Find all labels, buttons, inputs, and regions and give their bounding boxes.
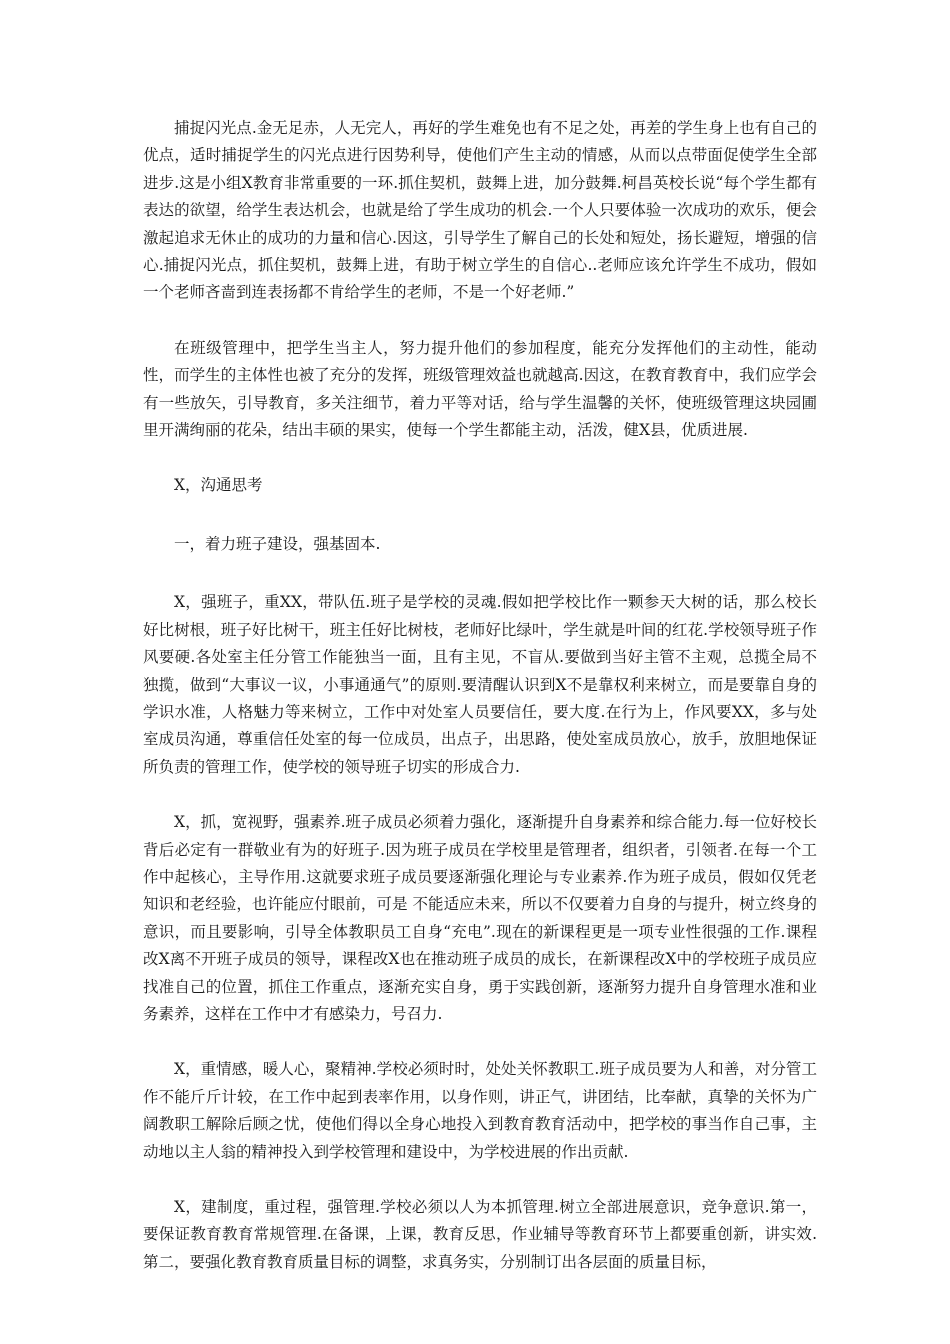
section-heading-communication: X，沟通思考 (174, 476, 263, 495)
paragraph-highlight-capture: 捕捉闪光点.金无足赤，人无完人，再好的学生难免也有不足之处，再差的学生身上也有自己的优点，适时捕捉学生的闪光点进行因势利导，使他们产生主动的情感，从而以点带面促使学生全部进步.这是小组X教育非常重要的一环.抓住契机，鼓舞上进，加分鼓舞.柯昌英校长说“每个学生都有表达的欲望，给学生表达机会，也就是给了学生成功的机会.一个人只要体验一次成功的欢乐，便会激起追求无休止的成功的力量和信心.因这，引导学生了解自己的长处和短处，扬长避短，增强的信心.捕捉闪光点，抓住契机，鼓舞上进，有助于树立学生的自信心..老师应该允许学生不成功，假如一个老师吝啬到连表扬都不肯给学生的老师，不是一个好老师.” (143, 119, 817, 302)
paragraph-emotional-care: X，重情感，暖人心，聚精神.学校必须时时，处处关怀教职工.班子成员要为人和善，对分管工作不能斤斤计较，在工作中起到表率作用，以身作则，讲正气，讲团结，比奉献，真挚的关怀为广阔教职工解除后顾之忧，使他们得以全身心地投入到教育教育活动中，把学校的事当作自己事，主动地以主人翁的精神投入到学校管理和建设中，为学校进展的作出贡献. (143, 1060, 817, 1161)
paragraph-strengthen-team: X，强班子，重XX，带队伍.班子是学校的灵魂.假如把学校比作一颗参天大树的话，那么校长好比树根，班子好比树干，班主任好比树枝，老师好比绿叶，学生就是叶间的红花.学校领导班子作风要硬.各处室主任分管工作能独当一面，且有主见，不盲从.要做到当好主管不主观，总揽全局不独揽，做到“大事议一议，小事通通气”的原则.要清醒认识到X不是靠权利来树立，而是要靠自身的学识水准，人格魅力等来树立，工作中对处室人员要信任，要大度.在行为上，作风要XX，多与处室成员沟通，尊重信任处室的每一位成员，出点子，出思路，使处室成员放心，放手，放胆地保证所负责的管理工作，使学校的领导班子切实的形成合力. (143, 593, 817, 776)
subsection-heading-team-building: 一，着力班子建设，强基固本. (174, 534, 381, 553)
paragraph-class-management: 在班级管理中，把学生当主人，努力提升他们的参加程度，能充分发挥他们的主动性，能动性，而学生的主体性也被了充分的发挥，班级管理效益也就越高.因这，在教育教育中，我们应学会有一些放矢，引导教育，多关注细节，着力平等对话，给与学生温馨的关怀，使班级管理这块园圃里开满绚丽的花朵，结出丰硕的果实，使每一个学生都能主动，活泼，健X县，优质进展. (143, 338, 817, 440)
paragraph-build-system: X，建制度，重过程，强管理.学校必须以人为本抓管理.树立全部进展意识，竞争意识.第一，要保证教育教育常规管理.在备课，上课，教育反思，作业辅导等教育环节上都要重创新，讲实效.第二，要强化教育教育质量目标的调整，求真务实，分别制订出各层面的质量目标， (143, 1198, 817, 1271)
paragraph-broaden-vision: X，抓，宽视野，强素养.班子成员必须着力强化，逐渐提升自身素养和综合能力.每一位好校长背后必定有一群敬业有为的好班子.因为班子成员在学校里是管理者，组织者，引领者.在每一个工作中起核心，主导作用.这就要求班子成员要逐渐强化理论与专业素养.作为班子成员，假如仅凭老知识和老经验，也许能应付眼前，可是 不能适应未来，所以不仅要着力自身的与提升，树立终身的意识，而且要影响，引导全体教职员工自身“充电”.现在的新课程更是一项专业性很强的工作.课程改X离不开班子成员的领导，课程改X也在推动班子成员的成长，在新课程改X中的学校班子成员应找准自己的位置，抓住工作重点，逐渐充实自身，勇于实践创新，逐渐努力提升自身管理水准和业务素养，这样在工作中才有感染力，号召力. (143, 813, 817, 1023)
